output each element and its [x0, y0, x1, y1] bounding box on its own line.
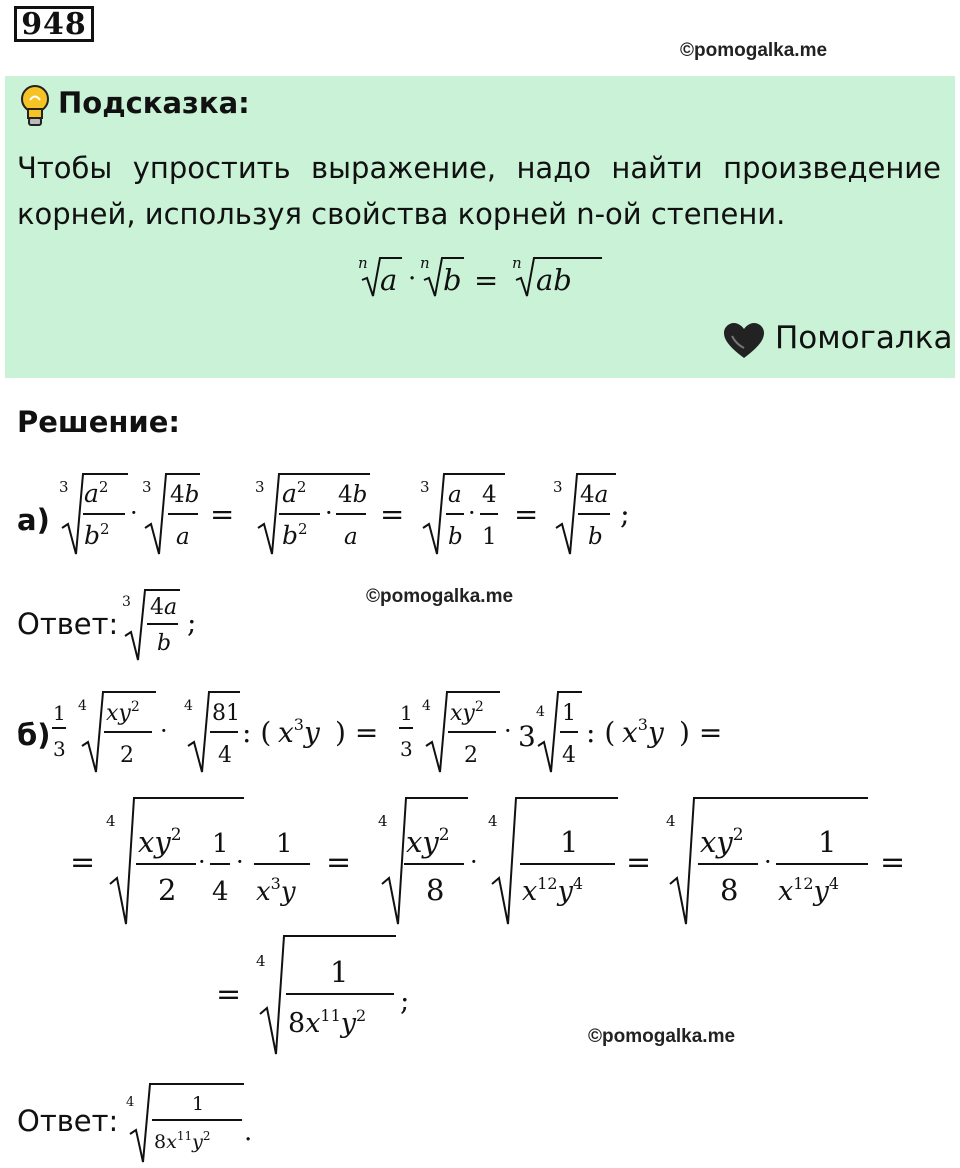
svg-text:4: 4: [536, 704, 545, 720]
svg-text:=: =: [210, 497, 235, 531]
part-b-equation-line1: [50, 684, 750, 779]
svg-text:x12y4: $x^{12}y^4$: [778, 874, 840, 907]
svg-text:4: 4: [666, 812, 676, 830]
svg-text:1: 1: [818, 825, 837, 859]
svg-text:·: ·: [470, 848, 478, 876]
svg-text:x12y4: $x^{12}y^4$: [522, 874, 584, 907]
svg-text:a2: $a^2$: [84, 478, 109, 508]
svg-text:1: 1: [330, 955, 349, 989]
svg-text:x3y: $x^3y$: [278, 715, 320, 749]
answer-b-expression: [118, 1078, 268, 1164]
svg-text:4: 4: [488, 812, 498, 830]
watermark-middle: ©pomogalka.me: [366, 586, 514, 607]
svg-text:=: =: [216, 977, 242, 1012]
svg-text:4b: 4b: [338, 482, 368, 508]
radicand-ab: ab: [536, 263, 572, 297]
svg-text:1: 1: [560, 825, 579, 859]
hint-formula: [340, 252, 620, 302]
svg-text:8: 8: [426, 873, 445, 907]
svg-text:·: ·: [198, 848, 206, 876]
svg-text:3: 3: [53, 737, 66, 761]
svg-text:: (: : (: [586, 716, 616, 749]
svg-text:x3y: $x^3y$: [622, 715, 664, 749]
svg-text:) =: ) =: [679, 716, 723, 749]
root-index: n: [358, 254, 368, 272]
svg-text:4: 4: [562, 743, 576, 768]
svg-text:8: 8: [720, 873, 739, 907]
svg-text:3: 3: [142, 478, 152, 496]
lightbulb-icon: [18, 84, 52, 128]
svg-text:4: 4: [218, 743, 232, 768]
svg-text:·: ·: [160, 717, 168, 745]
svg-text:xy2: $xy^2$: [450, 699, 484, 726]
svg-text:;: ;: [620, 497, 630, 531]
svg-text:: (: : (: [242, 716, 272, 749]
svg-text:1: 1: [212, 829, 229, 859]
svg-text:4: 4: [482, 482, 497, 508]
svg-text:xy2: $xy^2$: [138, 825, 182, 859]
problem-number: 948: [14, 6, 94, 42]
answer-b-label: Ответ:: [17, 1104, 119, 1138]
svg-text:3: 3: [59, 478, 69, 496]
svg-text:) =: ) =: [335, 716, 379, 749]
svg-text:4b: 4b: [170, 482, 200, 508]
part-b-label: б): [17, 718, 51, 752]
svg-text:1: 1: [192, 1093, 205, 1115]
svg-text:=: =: [880, 845, 906, 880]
svg-text:4a: 4a: [150, 595, 178, 620]
svg-text:xy2: $xy^2$: [106, 699, 140, 726]
svg-text:4: 4: [378, 812, 388, 830]
svg-text:·: ·: [468, 499, 476, 527]
svg-text:·: ·: [236, 848, 244, 876]
svg-text:·: ·: [130, 499, 138, 527]
svg-text:xy2: $xy^2$: [700, 825, 744, 859]
svg-text:n: n: [420, 254, 430, 272]
watermark-bottom: ©pomogalka.me: [588, 1026, 736, 1047]
svg-text:2: 2: [158, 873, 177, 907]
svg-text:2: 2: [464, 743, 478, 768]
svg-text:81: 81: [212, 701, 240, 726]
svg-text:b: b: [448, 524, 463, 550]
svg-text:b: b: [588, 524, 603, 550]
svg-text:4: 4: [422, 698, 431, 714]
svg-text:a: a: [448, 482, 462, 508]
svg-text:4: 4: [212, 877, 229, 907]
svg-text:x3y: $x^3y$: [256, 874, 296, 907]
svg-text:8x11y2: $8x^{11}y^2$: [154, 1129, 211, 1153]
svg-text:1: 1: [482, 524, 497, 550]
watermark-top: ©pomogalka.me: [680, 40, 828, 61]
hint-title: Подсказка:: [58, 86, 250, 120]
part-a-equation: [50, 466, 650, 561]
svg-text:3: 3: [553, 478, 563, 496]
part-b-equation-line3: [210, 928, 450, 1058]
svg-text:=: =: [514, 497, 539, 531]
part-a-label: а): [17, 503, 50, 537]
svg-text:1: 1: [400, 701, 413, 725]
svg-text:.: .: [244, 1117, 253, 1147]
svg-text:a2: $a^2$: [282, 478, 307, 508]
svg-text:=: =: [626, 845, 652, 880]
svg-text:4: 4: [256, 952, 266, 970]
svg-text:4: 4: [78, 698, 87, 714]
svg-text:4a: 4a: [580, 482, 609, 508]
svg-text:=: =: [70, 845, 96, 880]
svg-text:4: 4: [106, 812, 116, 830]
svg-text:xy2: $xy^2$: [406, 825, 450, 859]
svg-text:a: a: [176, 524, 190, 550]
svg-text:·: ·: [408, 264, 417, 294]
radicand-a: a: [380, 263, 398, 297]
svg-text:4: 4: [126, 1095, 135, 1110]
svg-text:3: 3: [255, 478, 265, 496]
svg-text:=: =: [380, 497, 405, 531]
part-b-equation-line2: [60, 790, 920, 930]
answer-a-label: Ответ:: [17, 607, 119, 641]
svg-text:b2: $b^2$: [84, 520, 110, 550]
svg-text:·: ·: [325, 499, 333, 527]
answer-a-expression: [114, 584, 224, 664]
svg-text:=: =: [474, 263, 499, 297]
brand-name: Помогалка: [775, 320, 953, 356]
svg-text:4: 4: [184, 698, 193, 714]
svg-text:;: ;: [400, 984, 410, 1017]
svg-text:b2: $b^2$: [282, 520, 308, 550]
svg-text:2: 2: [120, 743, 134, 768]
svg-text:n: n: [512, 254, 522, 272]
svg-text:·: ·: [764, 848, 772, 876]
svg-text:3: 3: [518, 720, 536, 753]
svg-text:1: 1: [276, 829, 293, 859]
svg-text:·: ·: [504, 717, 512, 745]
svg-text:3: 3: [122, 594, 131, 610]
hint-text: Чтобы упростить выражение, надо найти произведение корней, используя свойства корней n-ой степени.: [17, 151, 941, 231]
svg-text:1: 1: [53, 701, 66, 725]
svg-text:8x11y2: $8x^{11}y^2$: [288, 1006, 367, 1039]
svg-text:1: 1: [562, 701, 576, 726]
svg-text:3: 3: [420, 478, 430, 496]
svg-text:3: 3: [400, 737, 413, 761]
radicand-b: b: [443, 263, 462, 297]
svg-text:;: ;: [187, 606, 197, 639]
heart-icon: [722, 322, 766, 360]
svg-text:=: =: [326, 845, 352, 880]
svg-text:a: a: [344, 524, 358, 550]
svg-text:b: b: [157, 631, 172, 656]
solution-title: Решение:: [17, 405, 181, 439]
